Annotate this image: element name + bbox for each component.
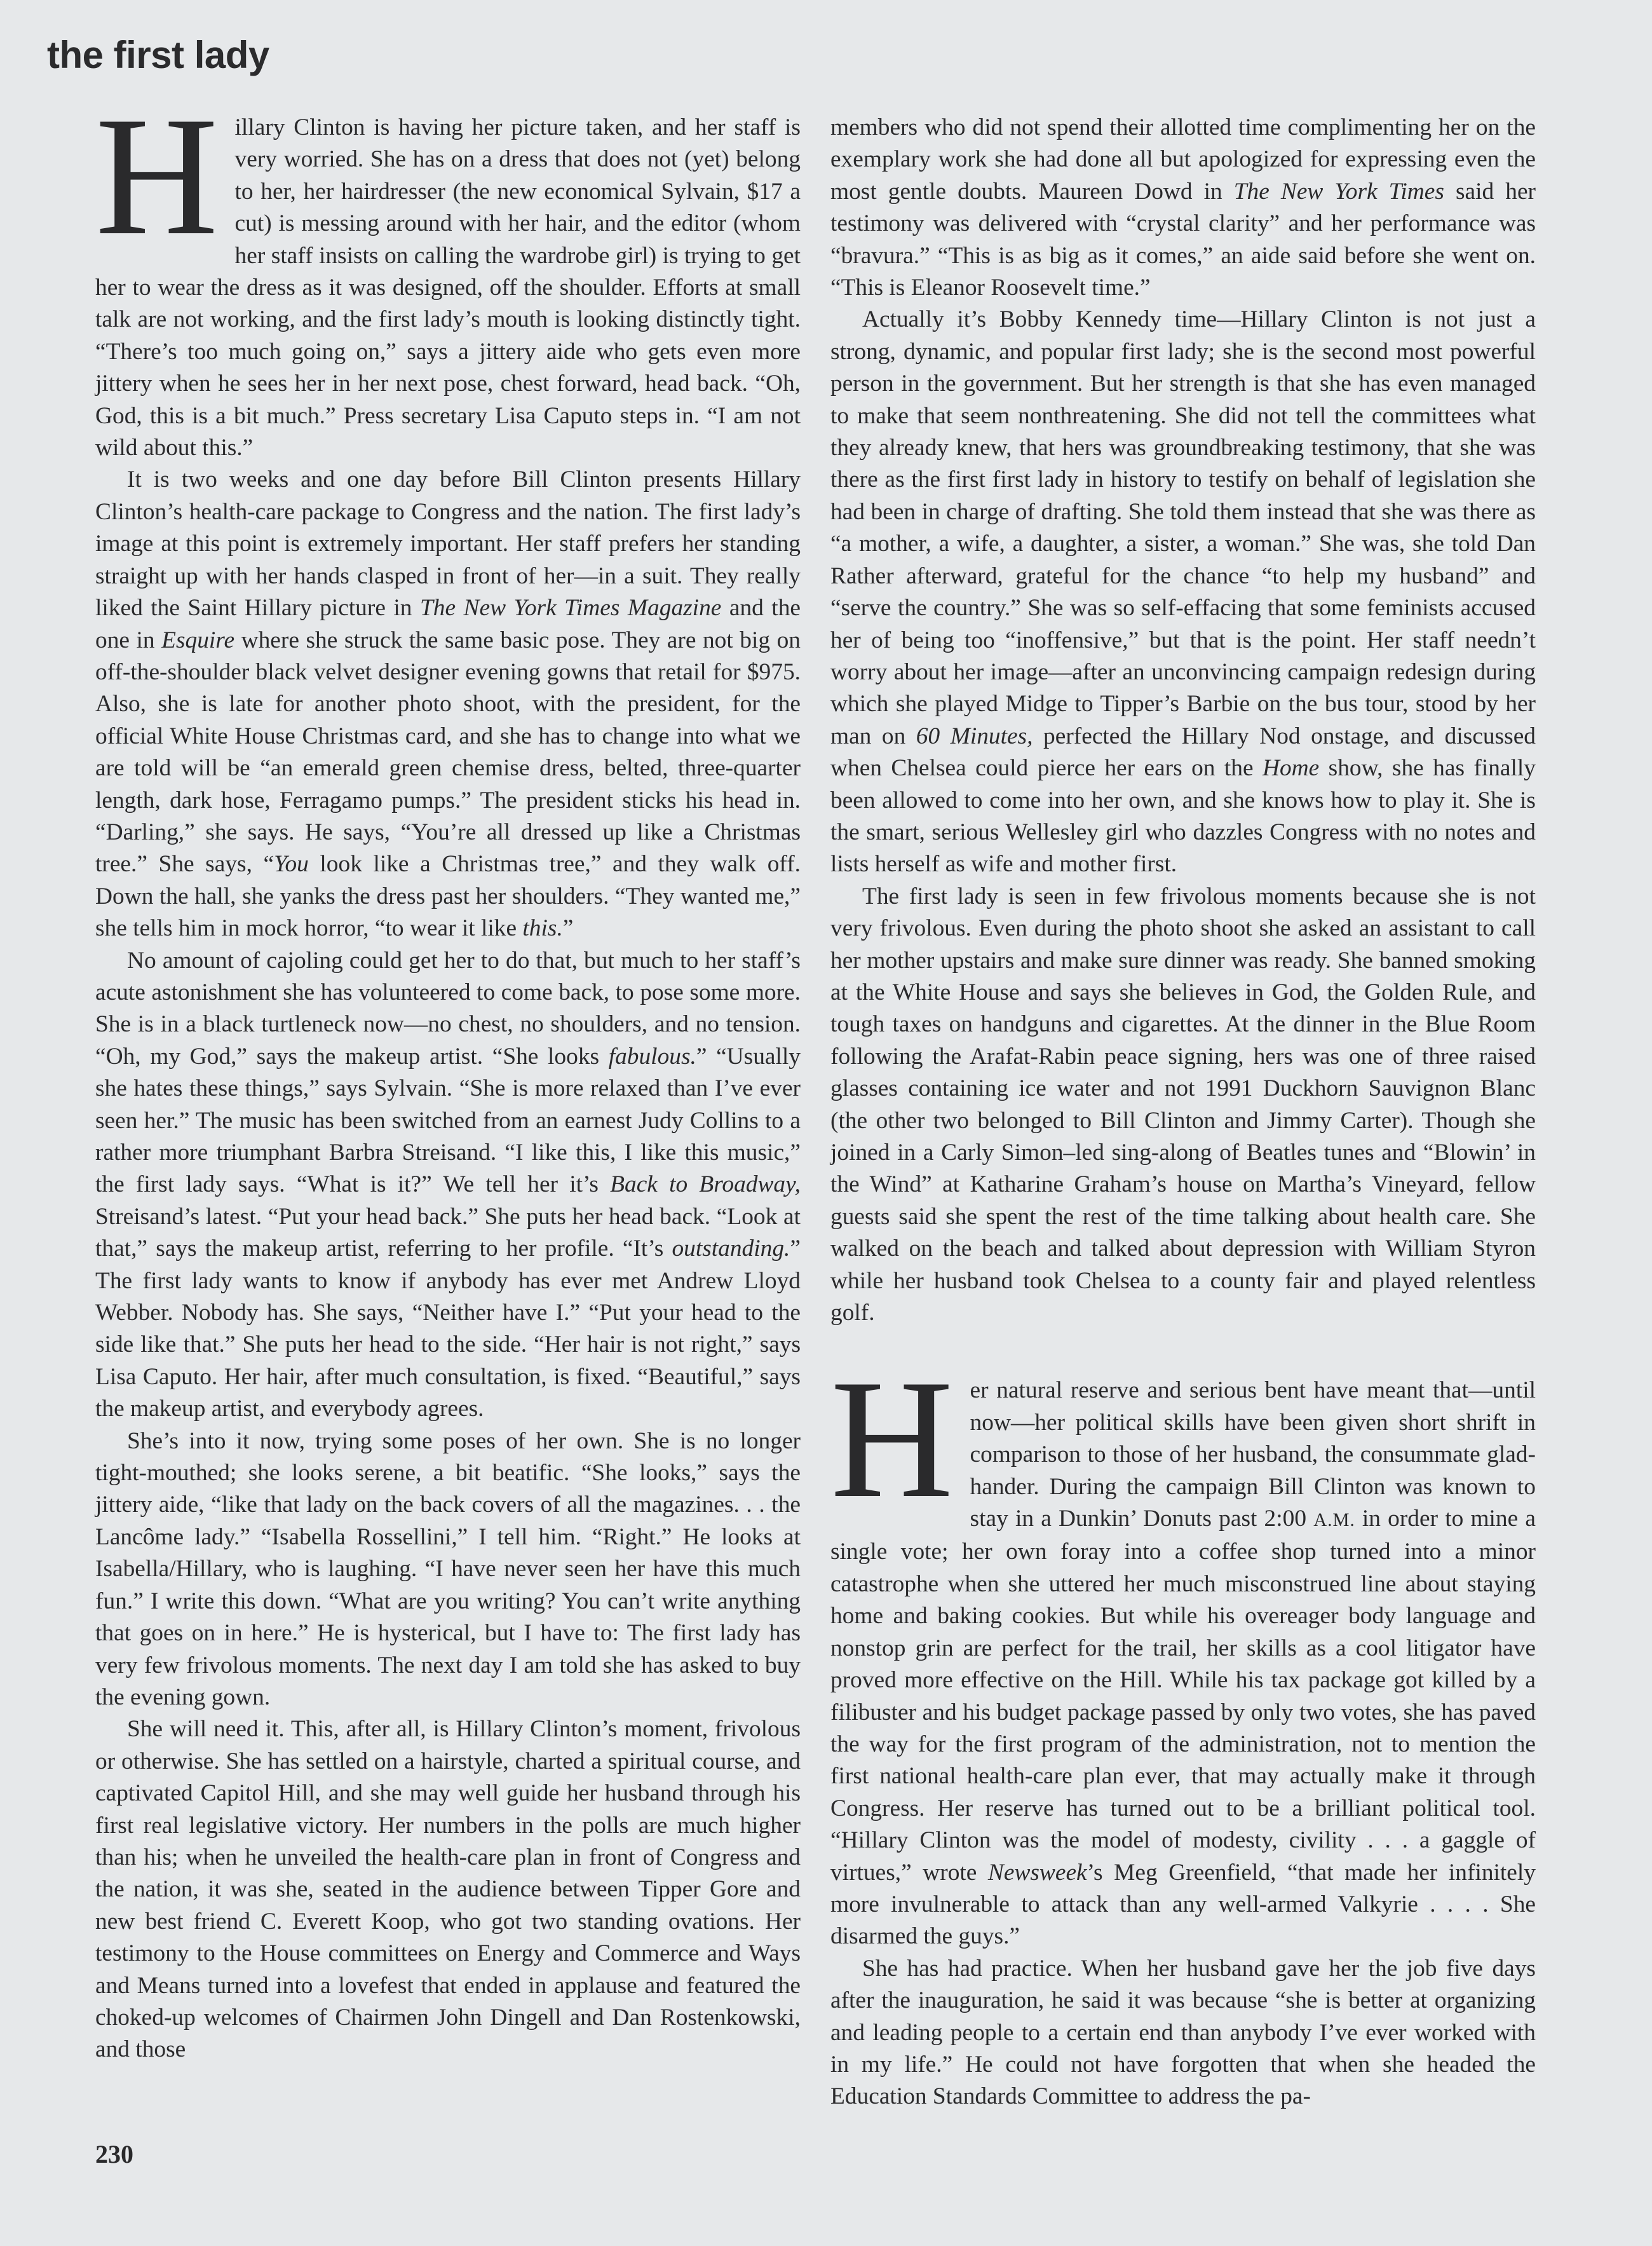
italic-text: The New York Times Magazine <box>419 595 722 622</box>
text-run: where she struck the same basic pose. They are not big on off-the-shoulder black velvet designer evening gowns that retail for $975. Also, she is late for another photo shoot, with the president, for the official White House Christmas card, and she has to change into what we are told will be “an emerald green chemise dress, belted, three-quarter length, dark hose, Ferragamo pumps.” The president sticks his head in. “Darling,” she says. He says, “You’re all dressed up like a Christmas tree.” She says, “ <box>95 627 801 878</box>
paragraph <box>95 464 801 944</box>
text-run: illary Clinton is having her picture taken, and her staff is very worried. She has on a dress that does not (yet) belong to her, her hairdresser (the new economical Sylvain, $17 a cut) is messing around with her hair, and the editor (whom her staff insists on calling the wardrobe girl) is trying to get her to wear the dress as it was designed, off the shoulder. Efforts at small talk are not working, and the first lady’s mouth is looking distinctly tight. “There’s too much going on,” says a jittery aide who gets even more jittery when he sees her in her next pose, chest forward, head back. “Oh, God, this is a bit much.” Press secretary Lisa Caputo steps in. “I am not wild about this.” <box>95 114 801 461</box>
text-run: It is two weeks and one day before Bill Clinton presents Hillary Clinton’s health-care package to Congress and the nation. The first lady’s image at this point is extremely important. Her staff prefers her standing straight up with her hands clasped in front of her—in a suit. They really liked the Saint Hillary picture in <box>95 466 801 622</box>
text-run: She’s into it now, trying some poses of her own. She is no longer tight-mouthed; she looks serene, a bit beatific. “She looks,” says the jittery aide, “like that lady on the back covers of all the magazines. . . the Lancôme lady.” “Isabella Rossellini,” I tell him. “Right.” He looks at Isabella/Hillary, who is laughing. “I have never seen her have this much fun.” I write this down. “What are you writing? You can’t write anything that goes on in here.” He is hysterical, but I have to: The first lady has very few frivolous moments. The next day I am told she has asked to buy the evening gown. <box>95 1427 801 1710</box>
paragraph <box>95 1426 801 1714</box>
paragraph <box>95 81 801 464</box>
italic-text: The New York Times <box>1233 178 1444 205</box>
text-run: She has had practice. When her husband gave her the job five days after the inauguration, he said it was because “she is better at organizing and leading people to a certain end than anybody I’ve ever worked with in my life.” He could not have forgotten that when she headed the Education Standards Committee to address the pa- <box>830 1955 1536 2110</box>
text-run: She will need it. This, after all, is Hillary Clinton’s moment, frivolous or otherwise. She has settled on a hairstyle, charted a spiritual course, and captivated Capitol Hill, and she may well guide her husband through his first real legislative victory. Her numbers in the polls are much higher than his; when he unveiled the health-care plan in front of Congress and the nation, it was she, seated in the audience between Tipper Gore and new best friend C. Everett Koop, who got two standing ovations. Her testimony to the House committees on Energy and Commerce and Ways and Means turned into a lovefest that ended in applause and featured the choked-up welcomes of Chairmen John Dingell and Dan Rostenkowski, and those <box>95 1716 801 2063</box>
italic-text: 60 Minutes, <box>916 723 1033 749</box>
text-run: show, she has finally been allowed to come into her own, and she knows how to play it. She is the smart, serious Wellesley girl who dazzles Congress with no notes and lists herself as wife and mother first. <box>830 755 1536 878</box>
italic-text: You <box>274 851 309 878</box>
text-run: said her testimony was delivered with “crystal clarity” and her performance was “bravura.” “This is as big as it comes,” an aide said before she went on. “This is Eleanor Roosevelt time.” <box>830 178 1536 301</box>
drop-cap: H <box>830 1344 954 1534</box>
section-title: the first lady <box>47 34 269 76</box>
italic-text: fabulous. <box>608 1043 696 1070</box>
text-run: Actually it’s Bobby Kennedy time—Hillary Clinton is not just a strong, dynamic, and popular first lady; she is the second most powerful person in the government. But her strength is that she has even managed to make that seem nonthreatening. She did not tell the committees what they already knew, that hers was groundbreaking testimony, that she was there as the first first lady in history to testify on behalf of legislation she had been in charge of drafting. She told them instead that she was there as “a mother, a wife, a daughter, a sister, a woman.” She was, she told Dan Rather afterward, grateful for the chance “to help my husband” and “serve the country.” She was so self-effacing that some feminists accused her of being too “inoffensive,” but that is the point. Her staff needn’t worry about her image—after an unconvincing campaign redesign during which she played Midge to Tipper’s Barbie on the bus tour, stood by her man on <box>830 306 1536 749</box>
italic-text: outstanding. <box>672 1235 790 1262</box>
paragraph <box>830 1953 1536 2113</box>
italic-text: Newsweek <box>987 1859 1087 1886</box>
paragraph <box>830 1344 1536 1952</box>
text-run: er natural reserve and serious bent have meant that—until now—her political skills have been given short shrift in comparison to those of her husband, the consummate glad-hander. During the campaign Bill Clinton was known to stay in a Dunkin’ Donuts past 2:00 <box>970 1377 1536 1532</box>
text-run: ” “Usually she hates these things,” says Sylvain. “She is more relaxed than I’ve ever seen her.” The music has been switched from an earnest Judy Collins to a rather more triumphant Barbra Streisand. “I like this, I like this music,” the first lady says. “What is it?” We tell her it’s <box>95 1043 801 1198</box>
text-run: No amount of cajoling could get her to do that, but much to her staff’s acute astonishment she has volunteered to come back, to pose some more. She is in a black turtleneck now—no chest, no shoulders, and no tension. “Oh, my God,” says the makeup artist. “She looks <box>95 947 801 1070</box>
text-run: in order to mine a single vote; her own foray into a coffee shop turned into a minor catastrophe when she uttered her much misconstrued line about staying home and baking cookies. But while his overeager body language and nonstop grin are perfect for the trail, her skills as a cool litigator have proved more effective on the Hill. While his tax package got killed by a filibuster and his budget package passed by only two votes, she has paved the way for the first program of the administration, not to mention the first national health-care plan ever, that may actually make it through Congress. Her reserve has turned out to be a brilliant political tool. “Hillary Clinton was the model of modesty, civility . . . a gaggle of virtues,” wrote <box>830 1506 1536 1886</box>
paragraph <box>830 112 1536 304</box>
paragraph <box>830 304 1536 880</box>
text-run: The first lady is seen in few frivolous moments because she is not very frivolous. Even during the photo shoot she asked an assistant to call her mother upstairs and make sure dinner was ready. She banned smoking at the White House and says she believes in God, the Golden Rule, and tough taxes on handguns and cigarettes. At the dinner in the Blue Room following the Arafat-Rabin peace signing, hers was one of three raised glasses containing ice water and not 1991 Duckhorn Sauvignon Blanc (the other two belonged to Bill Clinton and Jimmy Carter). Though she joined in a Carly Simon–led sing-along of Beatles tunes and “Blowin’ in the Wind” at Katharine Graham’s house on Martha’s Vineyard, fellow guests said she spent the rest of the time talking about health care. She walked on the beach and talked about depression with William Styron while her husband took Chelsea to a county fair and played relentless golf. <box>830 883 1536 1326</box>
text-run: ’s Meg Greenfield, “that made her infinitely more invulnerable to attack than any well-armed Valkyrie . . . . She disarmed the guys.” <box>830 1859 1536 1950</box>
italic-text: Back to Broadway, <box>610 1171 801 1198</box>
paragraph <box>830 881 1536 1330</box>
text-run: ” The first lady wants to know if anybody has ever met Andrew Lloyd Webber. Nobody has. She says, “Neither have I.” “Put your head to the side like that.” She puts her head to the side. “Her hair is not right,” says Lisa Caputo. Her hair, after much consultation, is fixed. “Beautiful,” says the makeup artist, and everybody agrees. <box>95 1235 801 1422</box>
text-run: ” <box>562 915 574 942</box>
text-run: perfected the Hillary Nod onstage, and discussed when Chelsea could pierce her ears on the <box>830 723 1536 782</box>
italic-text: this. <box>522 915 563 942</box>
page-number: 230 <box>95 2140 133 2168</box>
text-run: Streisand’s latest. “Put your head back.” She puts her head back. “Look at that,” says the makeup artist, referring to her profile. “It’s <box>95 1203 801 1262</box>
article-column-right <box>830 112 1536 2113</box>
italic-text: Home <box>1262 755 1320 782</box>
italic-text: Esquire <box>161 627 235 653</box>
text-run: members who did not spend their allotted time complimenting her on the exemplary work she had done all but apologized for expressing even the most gentle doubts. Maureen Dowd in <box>830 114 1536 205</box>
paragraph <box>95 1713 801 2066</box>
paragraph <box>95 945 801 1426</box>
text-run: look like a Christmas tree,” and they walk off. Down the hall, she yanks the dress past her shoulders. “They wanted me,” she tells him in mock horror, “to wear it like <box>95 851 801 942</box>
drop-cap: H <box>95 81 219 270</box>
text-run: and the one in <box>95 595 801 653</box>
article-column-left <box>95 81 801 2066</box>
text-run: A.M. <box>1313 1510 1355 1531</box>
